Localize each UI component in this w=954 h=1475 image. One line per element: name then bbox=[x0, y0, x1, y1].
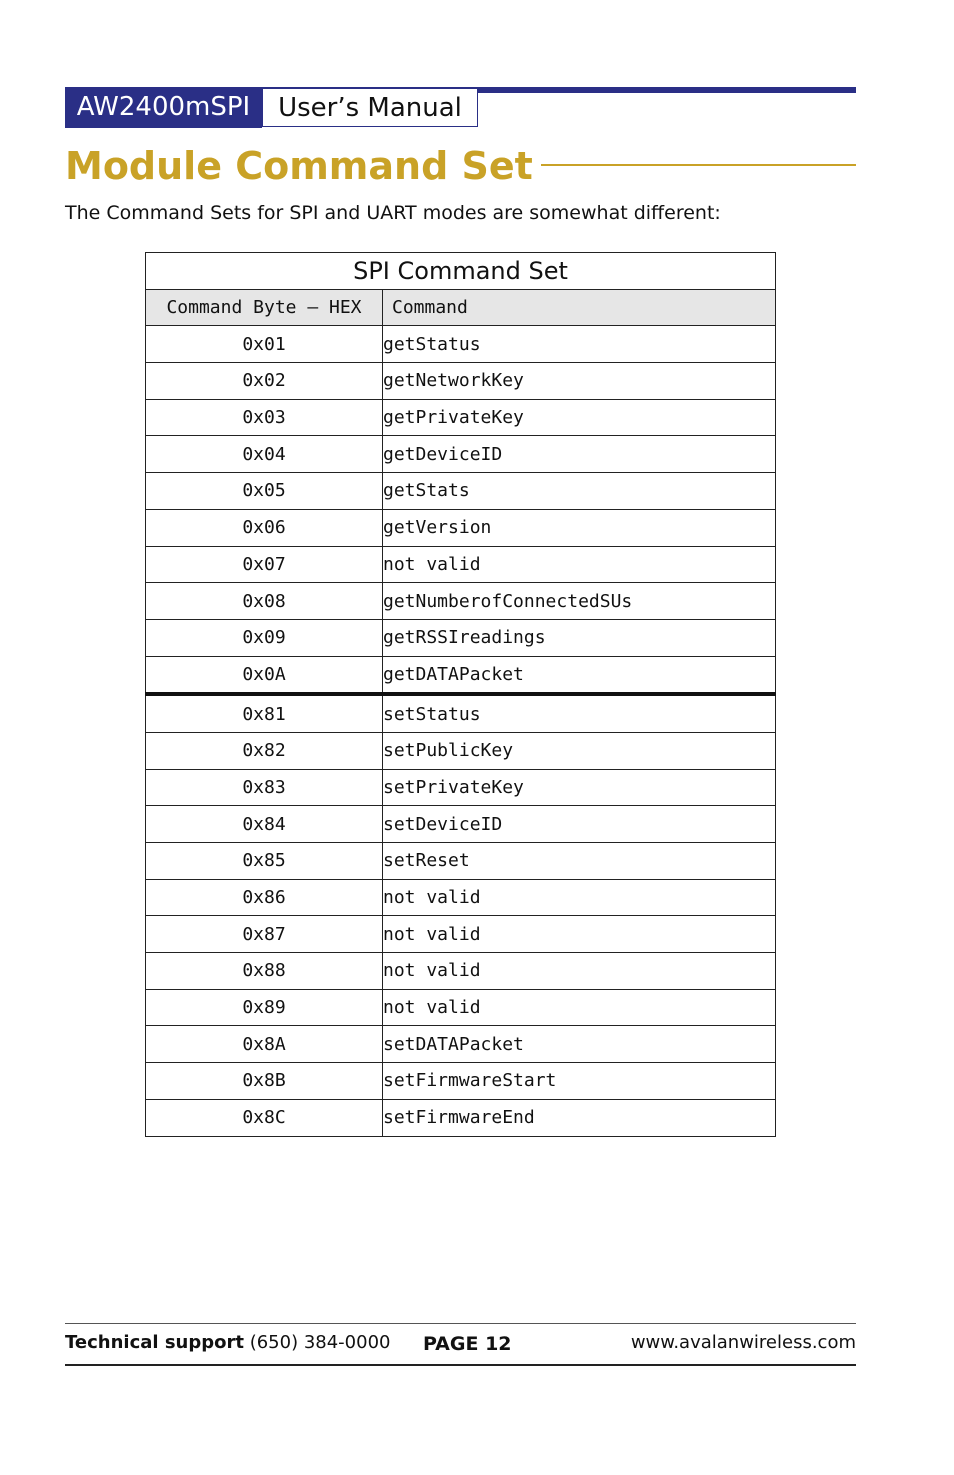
table-row bbox=[146, 806, 776, 843]
command-hex-cell: 0x85 bbox=[146, 843, 383, 880]
table-row bbox=[146, 953, 776, 990]
model-name: AW2400mSPI bbox=[65, 87, 262, 128]
command-name-cell: getNetworkKey bbox=[383, 363, 776, 400]
footer-top-rule bbox=[65, 1323, 856, 1324]
command-hex-cell: 0x01 bbox=[146, 326, 383, 363]
command-hex-cell: 0x02 bbox=[146, 363, 383, 400]
table-row bbox=[146, 363, 776, 400]
manual-title: User’s Manual bbox=[262, 89, 478, 127]
command-hex-cell: 0x8A bbox=[146, 1026, 383, 1063]
command-name-cell: setFirmwareEnd bbox=[383, 1099, 776, 1136]
column-header-command: Command bbox=[383, 289, 776, 326]
command-hex-cell: 0x82 bbox=[146, 732, 383, 769]
table-row bbox=[146, 879, 776, 916]
command-hex-cell: 0x86 bbox=[146, 879, 383, 916]
table-row bbox=[146, 656, 776, 694]
support-phone: (650) 384-0000 bbox=[249, 1332, 391, 1353]
command-hex-cell: 0x84 bbox=[146, 806, 383, 843]
command-hex-cell: 0x0A bbox=[146, 656, 383, 694]
column-header-hex: Command Byte – HEX bbox=[146, 289, 383, 326]
table-row bbox=[146, 1026, 776, 1063]
table-row bbox=[146, 1063, 776, 1100]
table-row bbox=[146, 732, 776, 769]
command-name-cell: setReset bbox=[383, 843, 776, 880]
command-name-cell: not valid bbox=[383, 546, 776, 583]
tech-support bbox=[65, 1331, 391, 1355]
table-row bbox=[146, 399, 776, 436]
command-hex-cell: 0x8B bbox=[146, 1063, 383, 1100]
command-name-cell: setPrivateKey bbox=[383, 769, 776, 806]
command-hex-cell: 0x07 bbox=[146, 546, 383, 583]
command-hex-cell: 0x88 bbox=[146, 953, 383, 990]
table-row bbox=[146, 916, 776, 953]
page-number: PAGE 12 bbox=[423, 1333, 512, 1355]
table-row bbox=[146, 326, 776, 363]
table-row bbox=[146, 546, 776, 583]
command-hex-cell: 0x08 bbox=[146, 583, 383, 620]
command-hex-cell: 0x09 bbox=[146, 619, 383, 656]
command-name-cell: setPublicKey bbox=[383, 732, 776, 769]
command-name-cell: not valid bbox=[383, 953, 776, 990]
command-name-cell: not valid bbox=[383, 916, 776, 953]
command-name-cell: setFirmwareStart bbox=[383, 1063, 776, 1100]
command-hex-cell: 0x05 bbox=[146, 473, 383, 510]
command-hex-cell: 0x81 bbox=[146, 694, 383, 732]
command-name-cell: getDeviceID bbox=[383, 436, 776, 473]
command-hex-cell: 0x8C bbox=[146, 1099, 383, 1136]
command-name-cell: getVersion bbox=[383, 509, 776, 546]
command-hex-cell: 0x04 bbox=[146, 436, 383, 473]
table-caption: SPI Command Set bbox=[146, 253, 776, 290]
command-hex-cell: 0x06 bbox=[146, 509, 383, 546]
command-name-cell: getNumberofConnectedSUs bbox=[383, 583, 776, 620]
command-hex-cell: 0x89 bbox=[146, 989, 383, 1026]
command-hex-cell: 0x83 bbox=[146, 769, 383, 806]
footer-bottom-rule bbox=[65, 1364, 856, 1366]
command-name-cell: getStats bbox=[383, 473, 776, 510]
website-link[interactable]: www.avalanwireless.com bbox=[630, 1332, 856, 1353]
command-name-cell: not valid bbox=[383, 989, 776, 1026]
page-title: Module Command Set bbox=[65, 144, 533, 188]
command-name-cell: setDATAPacket bbox=[383, 1026, 776, 1063]
table-row bbox=[146, 989, 776, 1026]
command-name-cell: setStatus bbox=[383, 694, 776, 732]
table-row bbox=[146, 509, 776, 546]
command-name-cell: not valid bbox=[383, 879, 776, 916]
title-rule bbox=[541, 164, 856, 166]
command-name-cell: getStatus bbox=[383, 326, 776, 363]
table-row bbox=[146, 619, 776, 656]
command-hex-cell: 0x03 bbox=[146, 399, 383, 436]
command-name-cell: getPrivateKey bbox=[383, 399, 776, 436]
table-row bbox=[146, 769, 776, 806]
table-row bbox=[146, 436, 776, 473]
command-name-cell: getRSSIreadings bbox=[383, 619, 776, 656]
table-row bbox=[146, 473, 776, 510]
table-row bbox=[146, 583, 776, 620]
command-hex-cell: 0x87 bbox=[146, 916, 383, 953]
spi-command-table bbox=[145, 252, 776, 1137]
table-row bbox=[146, 1099, 776, 1136]
table-row bbox=[146, 694, 776, 732]
command-name-cell: setDeviceID bbox=[383, 806, 776, 843]
command-name-cell: getDATAPacket bbox=[383, 656, 776, 694]
support-label: Technical support bbox=[65, 1332, 244, 1353]
table-body bbox=[146, 326, 776, 1136]
intro-text: The Command Sets for SPI and UART modes are somewhat different: bbox=[65, 202, 721, 224]
table-row bbox=[146, 843, 776, 880]
